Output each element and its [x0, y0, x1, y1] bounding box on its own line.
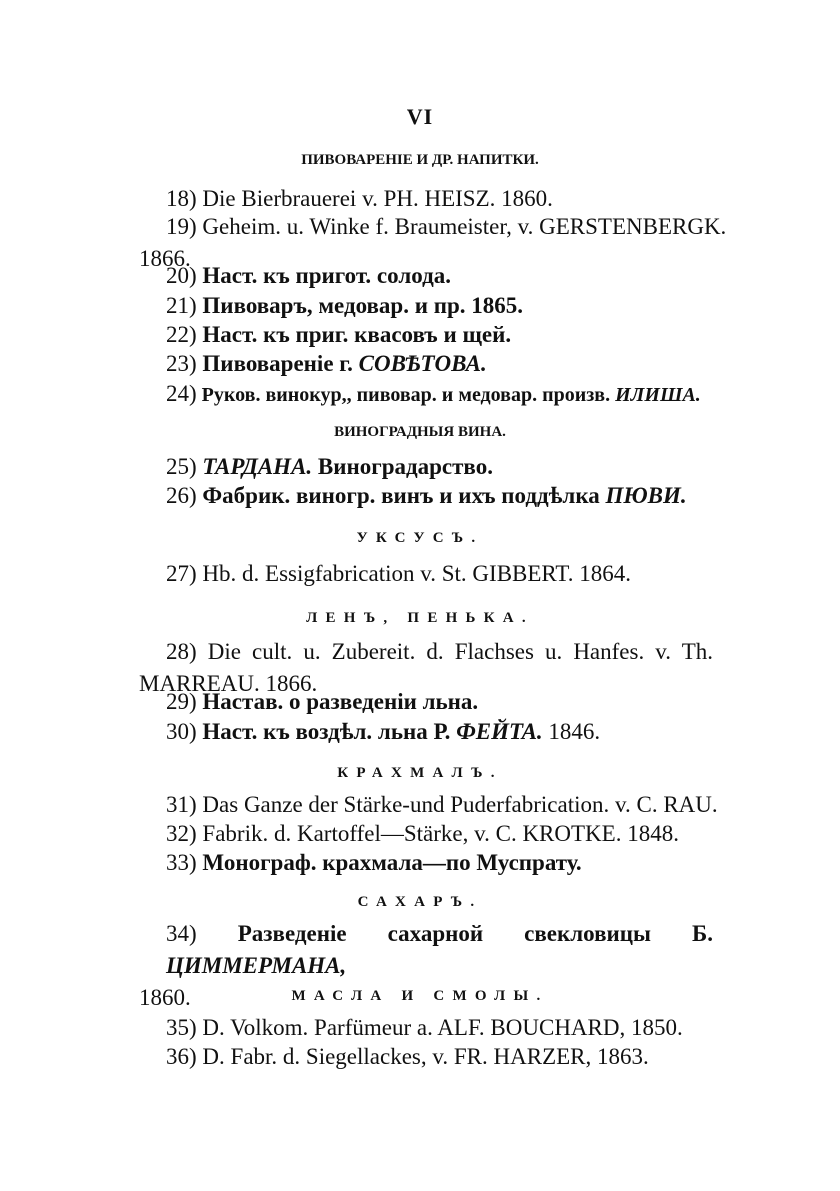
entry-text: Пивовареніе г. — [202, 351, 353, 376]
entry-text: Die Bierbrauerei v. PH. HEISZ. 1860. — [202, 186, 553, 211]
entry-text: Виноградарство. — [317, 454, 493, 479]
entry-author: ПЮВИ. — [605, 483, 687, 508]
entry-text: Монограф. крахмала—по Муспрату. — [202, 850, 582, 875]
entry-number: 21) — [166, 293, 197, 318]
entry-author: ИЛИША. — [615, 384, 701, 406]
entry-text: Das Ganze der Stärke-und Puderfabrication. v. C. RAU. — [202, 792, 718, 817]
entry-author: ФЕЙТА. — [456, 719, 543, 744]
entry-text: Фабрик. виногр. винъ и ихъ поддѣлка — [202, 483, 600, 508]
section-title: ПИВОВАРЕНІЕ И ДР. НАПИТКИ. — [301, 152, 539, 168]
entry-text: Наст. къ пригот. солода. — [202, 263, 451, 288]
entry-text: Пивоваръ, медовар. и пр. 1865. — [202, 293, 524, 318]
entry-number: 33) — [166, 850, 197, 875]
entry-number: 29) — [166, 689, 197, 714]
section-title: КРАХМАЛЪ. — [337, 765, 503, 781]
entry-number: 25) — [166, 454, 197, 479]
entry-number: 36) — [166, 1044, 197, 1069]
list-item — [143, 378, 713, 411]
section-title: УКСУСЪ. — [356, 530, 484, 546]
list-item — [143, 716, 713, 748]
entry-number: 26) — [166, 483, 197, 508]
entry-year: 1846. — [548, 719, 601, 744]
entry-author: ЦИММЕРМАНА, — [166, 953, 347, 978]
entry-text: Наст. къ приг. квасовъ и щей. — [202, 322, 512, 347]
list-item — [143, 558, 713, 590]
list-item — [143, 847, 713, 879]
list-item — [143, 1012, 713, 1044]
entry-continuation: 1860. — [139, 985, 191, 1010]
list-item — [143, 451, 713, 483]
section-title: ВИНОГРАДНЫЯ ВИНА. — [334, 424, 506, 440]
entry-number: 32) — [166, 821, 197, 846]
list-item — [143, 686, 713, 718]
section-title: МАСЛА И СМОЛЫ. — [291, 988, 549, 1004]
entry-author: ТАРДАНА. — [202, 454, 313, 479]
entry-number: 28) — [166, 639, 197, 664]
entry-text: Разведеніе сахарной свекловицы Б. — [237, 921, 714, 946]
entry-number: 22) — [166, 322, 197, 347]
list-item — [143, 818, 713, 850]
entry-number: 31) — [166, 792, 197, 817]
entry-text: Fabrik. d. Kartoffel—Stärke, v. C. KROTKE. 1848. — [202, 821, 679, 846]
entry-continuation: 1866. — [139, 246, 191, 271]
entry-number: 30) — [166, 719, 197, 744]
list-item — [143, 290, 713, 322]
entry-text: D. Fabr. d. Siegellackes, v. FR. HARZER, 1863. — [202, 1044, 649, 1069]
page-number: VI — [406, 104, 434, 129]
entry-author: СОВѢТОВА. — [358, 351, 487, 376]
entry-number: 20) — [166, 263, 197, 288]
entry-number: 34) — [166, 921, 197, 946]
list-item — [143, 319, 713, 351]
entry-number: 19) — [166, 214, 197, 239]
entry-text: Hb. d. Essigfabrication v. St. GIBBERT. 1864. — [202, 561, 631, 586]
entry-text: Руков. винокур,, пивовар. и медовар. произв. — [201, 384, 611, 406]
entry-continuation: MARREAU. 1866. — [139, 671, 318, 696]
entry-number: 18) — [166, 186, 197, 211]
section-title: САХАРЪ. — [357, 894, 483, 910]
entry-number: 23) — [166, 351, 197, 376]
entry-text: Geheim. u. Winke f. Braumeister, v. GERSTENBERGK. — [202, 214, 727, 239]
list-item — [143, 480, 713, 512]
entry-number: 35) — [166, 1015, 197, 1040]
list-item — [143, 1041, 713, 1073]
list-item — [143, 789, 718, 821]
list-item — [143, 260, 713, 292]
list-item — [143, 348, 713, 380]
entry-text: Настав. о разведеніи льна. — [202, 689, 479, 714]
section-title: ЛЕНЪ, ПЕНЬКА. — [306, 610, 534, 626]
entry-number: 27) — [166, 561, 197, 586]
entry-text: Наст. къ воздѣл. льна Р. — [202, 719, 451, 744]
entry-text: D. Volkom. Parfümeur a. ALF. BOUCHARD, 1850. — [202, 1015, 683, 1040]
entry-number: 24) — [166, 381, 197, 406]
entry-text: Die cult. u. Zubereit. d. Flachses u. Hanfes. v. Th. — [207, 639, 713, 664]
